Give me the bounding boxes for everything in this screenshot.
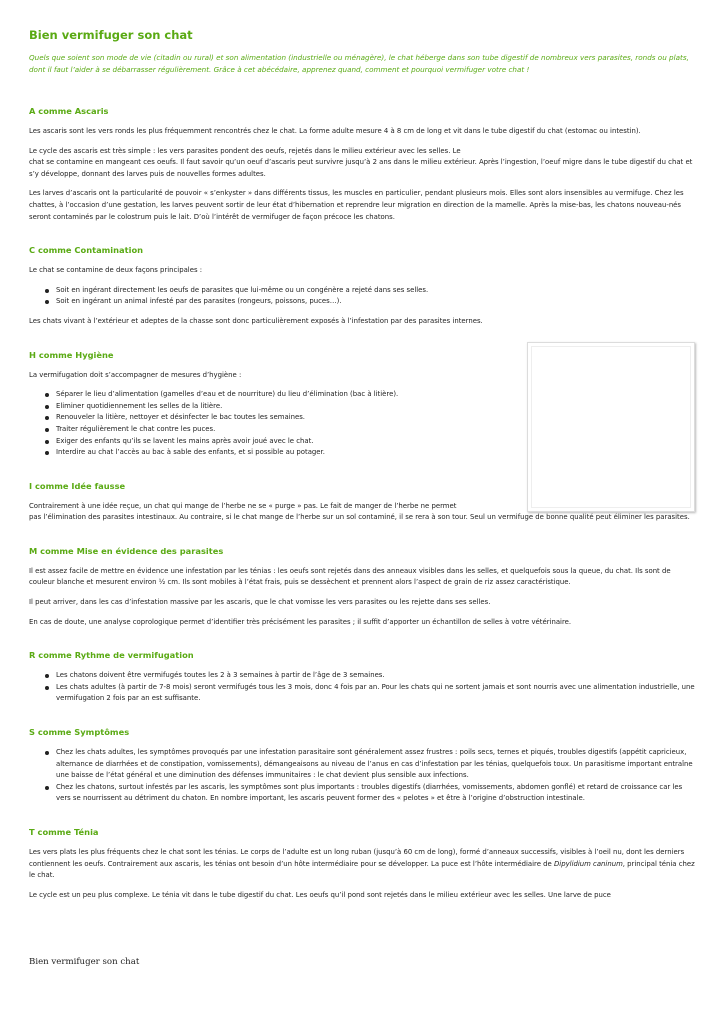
section-heading: M comme Mise en évidence des parasites	[29, 545, 224, 556]
section-heading: T comme Ténia	[29, 827, 99, 837]
section-contamination	[29, 245, 695, 327]
list-item: Chez les chatons, surtout infestés par les ascaris, les symptômes sont plus importants : troubles digestifs (diarrhées, vomissements, abdomen gonflé) et retard de croissance car les vers se nourrissent au détriment du chaton. En nombre important, les ascaris peuvent former des « pelotes » et être à l’origine d’obstruction intestinale.	[43, 782, 695, 805]
section-heading: R comme Rythme de vermifugation	[29, 650, 194, 661]
list-item: Séparer le lieu d’alimentation (gamelles d’eau et de nourriture) du lieu d’élimination (bac à litière).	[43, 389, 695, 401]
list-item: Exiger des enfants qu’ils se lavent les mains après avoir joué avec le chat.	[43, 436, 695, 448]
intro-text: Quels que soient son mode de vie (citadin ou rural) et son alimentation (industrielle ou ménagère), le chat héberge dans son tube digestif de nombreux vers parasites, ronds ou plats, dont il faut l’aider à se débarrasser régulièrement. Grâce à cet abécédaire, apprenez quand, comment et pourquoi vermifuger votre chat !	[29, 53, 689, 74]
paragraph: Le cycle est un peu plus complexe. Le ténia vit dans le tube digestif du chat. Les oeufs qu’il pond sont rejetés dans le milieu extérieur avec les selles. Une larve de puce	[29, 890, 611, 899]
species-name: Dipylidium caninum	[553, 859, 623, 868]
bullet-list	[29, 670, 695, 705]
bullet-list	[29, 747, 695, 805]
paragraph: En cas de doute, une analyse coprologique permet d’identifier très précisément les parasites ; il suffit d’apporter un échantillon de selles à votre vétérinaire.	[29, 617, 572, 626]
list-item: Les chats adultes (à partir de 7-8 mois) seront vermifugés tous les 3 mois, donc 4 fois par an. Pour les chats qui ne sortent jamais et sont nourris avec une alimentation industrielle, une vermifugation 2 fois par an est suffisante.	[43, 682, 695, 705]
paragraph: Les chats vivant à l’extérieur et adeptes de la chasse sont donc particulièrement exposés à l’infestation par des parasites internes.	[29, 316, 483, 325]
list-item: Soit en ingérant un animal infesté par des parasites (rongeurs, poissons, puces…).	[43, 296, 695, 308]
section-heading: C comme Contamination	[29, 245, 144, 256]
list-item: Soit en ingérant directement les oeufs de parasites que lui-même ou un congénère a rejeté dans ses selles.	[43, 285, 695, 297]
text-line: chat se contamine en mangeant ces oeufs. Il faut savoir qu’un oeuf d’ascaris peut survivre jusqu’à 2 ans dans le milieu extérieur. Après l’ingestion, l’oeuf migre dans le tube digestif du chat et s’y développe, donnant des larves puis de nouvelles formes adultes.	[29, 158, 693, 178]
paragraph: La vermifugation doit s’accompagner de mesures d’hygiène :	[29, 370, 242, 379]
section-ascaris	[29, 106, 695, 223]
section-heading: I comme Idée fausse	[29, 480, 126, 491]
section-heading: H comme Hygiène	[29, 349, 114, 360]
bullet-list	[29, 285, 695, 308]
paragraph: Il peut arriver, dans les cas d’infestation massive par les ascaris, que le chat vomisse les vers parasites ou les rejette dans ses selles.	[29, 598, 491, 607]
text-line: Contrairement à une idée reçue, un chat qui mange de l’herbe ne se « purge » pas. Le fait de manger de l’herbe ne permet	[29, 501, 457, 510]
list-item: Chez les chats adultes, les symptômes provoqués par une infestation parasitaire sont généralement assez frustres : poils secs, ternes et piqués, troubles digestifs (appétit capricieux, alternance de diarrhées et de constipation, vomissements), démangeaisons au niveau de l’anus en cas d’infestation par les ténias, quelquefois toux. Un parasitisme important entraîne une baisse de l’état général et une diminution des défenses immunitaires : le chat devient plus sensible aux infections.	[43, 747, 695, 782]
paragraph: Le chat se contamine de deux façons principales :	[29, 266, 203, 275]
image-placeholder	[527, 342, 695, 512]
paragraph: Il est assez facile de mettre en évidence une infestation par les ténias : les oeufs sont rejetés dans des anneaux visibles dans les selles, et quelquefois sous la queue, du chat. Ils sont de couleur blanche et mesurent environ ½ cm. Ils sont mobiles à l’état frais, puis se dessèchent et prennent alors l’aspect de grain de riz assez caractéristique.	[29, 566, 671, 587]
paragraph	[29, 146, 695, 181]
page-footer: Bien vermifuger son chat	[29, 957, 140, 967]
text-run: , principal ténia chez le chat.	[29, 859, 695, 880]
paragraph: Les larves d’ascaris ont la particularité de pouvoir « s’enkyster » dans différents tissus, les muscles en particulier, pendant plusieurs mois. Elles sont alors insensibles au vermifuge. Chez les chattes, à l’occasion d’une gestation, les larves peuvent sortir de leur état d’hibernation et reprendre leur migration en direction de la mamelle. Après la mise-bas, les chatons nouveau-nés seront contaminés par le colostrum puis le lait. D’où l’intérêt de vermifuger de façon précoce les chatons.	[29, 189, 684, 221]
image-frame	[531, 346, 691, 508]
list-item: Eliminer quotidiennement les selles de la litière.	[43, 401, 695, 413]
list-item: Renouveler la litière, nettoyer et désinfecter le bac toutes les semaines.	[43, 412, 695, 424]
paragraph	[29, 847, 695, 882]
section-heading: A comme Ascaris	[29, 106, 109, 116]
section-heading: S comme Symptômes	[29, 727, 130, 738]
section-tenia	[29, 827, 695, 901]
text-line: Le cycle des ascaris est très simple : les vers parasites pondent des oeufs, rejetés dans le milieu extérieur avec les selles. Le	[29, 146, 461, 155]
section-mise-en-evidence	[29, 546, 695, 628]
text-run: Les vers plats les plus fréquents chez le chat sont les ténias. Le corps de l’adulte est un long ruban (jusqu’à 60 cm de long), formé d’anneaux successifs, visibles à l’oeil nu, dont les derniers contiennent les oeufs. Contrairement aux ascaris, les ténias ont besoin d’un hôte intermédiaire pour se développer. La puce est l’hôte intermédiaire de	[29, 848, 685, 868]
page-title: Bien vermifuger son chat	[29, 28, 193, 42]
list-item: Les chatons doivent être vermifugés toutes les 2 à 3 semaines à partir de l’âge de 3 semaines.	[43, 670, 695, 682]
text-line: pas l’élimination des parasites intestinaux. Au contraire, si le chat mange de l’herbe sur un sol contaminé, il se rera à son tour. Seul un vermifuge de bonne qualité peut éliminer les parasites.	[29, 513, 690, 522]
section-rythme	[29, 650, 695, 705]
list-item: Traiter régulièrement le chat contre les puces.	[43, 424, 695, 436]
section-symptomes	[29, 727, 695, 805]
list-item: Interdire au chat l’accès au bac à sable des enfants, et si possible au potager.	[43, 447, 695, 459]
paragraph: Les ascaris sont les vers ronds les plus fréquemment rencontrés chez le chat. La forme adulte mesure 4 à 8 cm de long et vit dans le tube digestif du chat (estomac ou intestin).	[29, 127, 641, 135]
